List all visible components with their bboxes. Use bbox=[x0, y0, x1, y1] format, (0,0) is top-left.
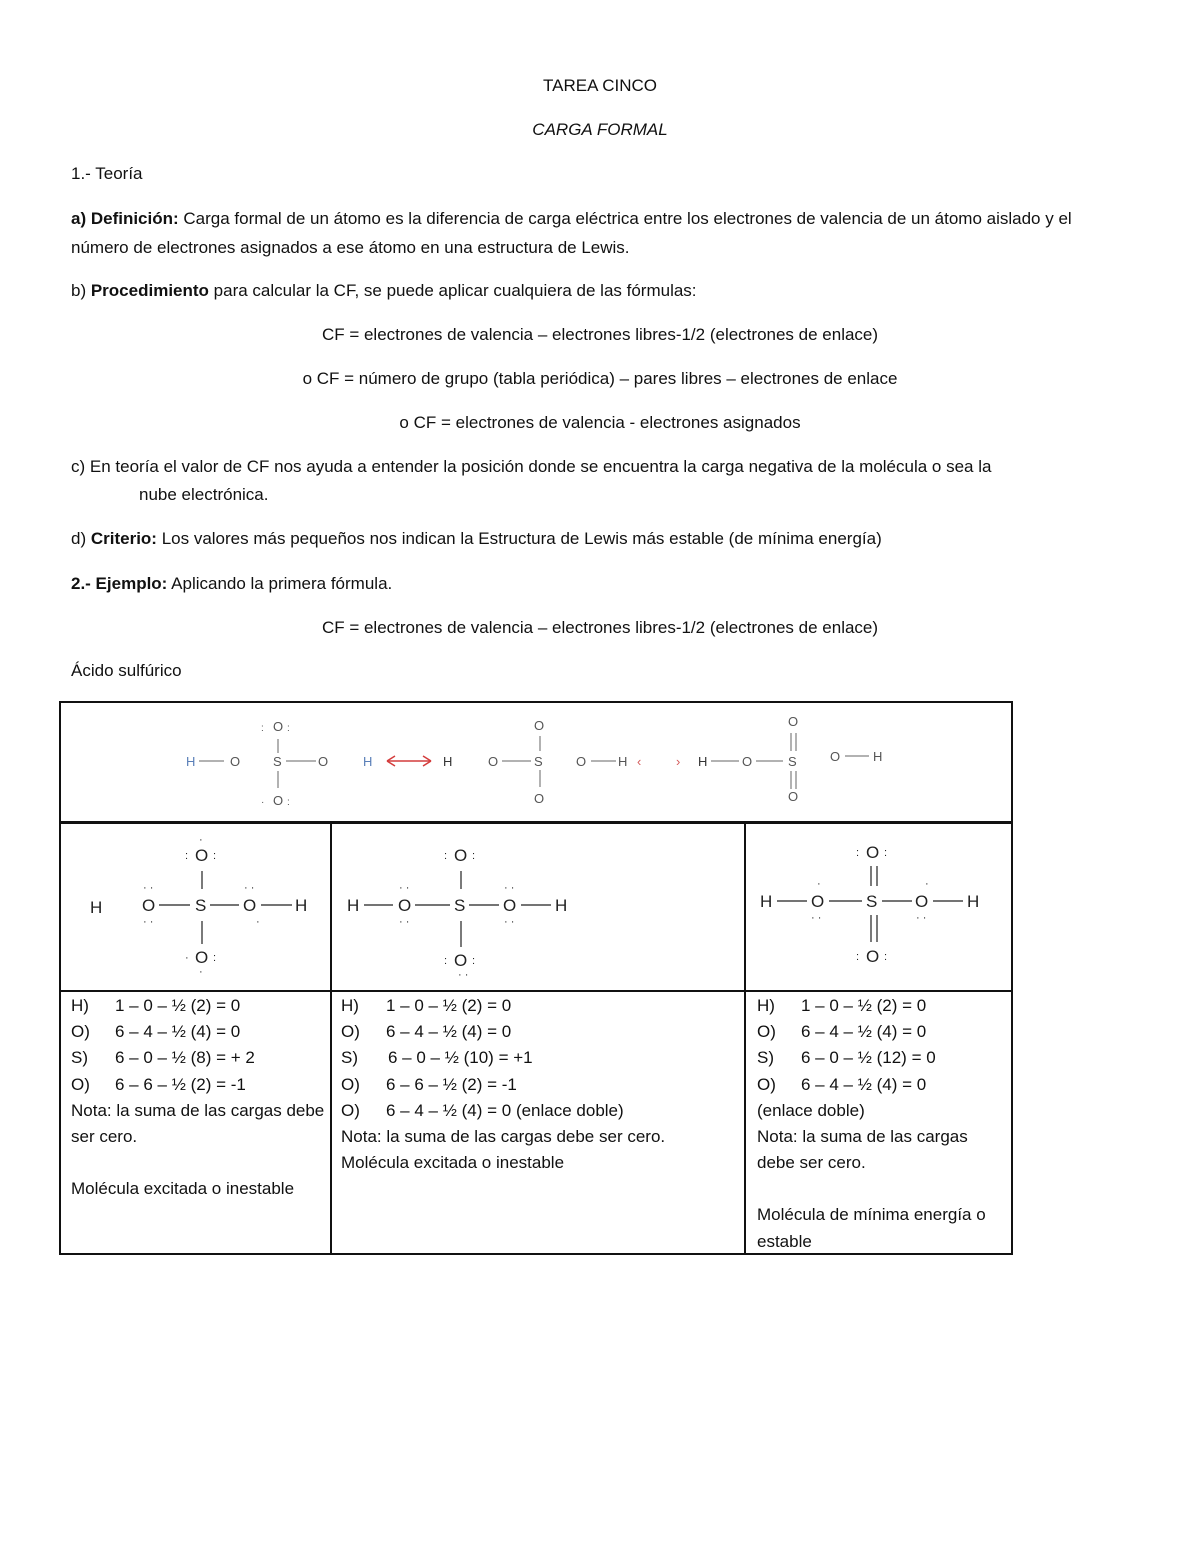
criterion-text: Los valores más pequeños nos indican la Estructura de Lewis más estable (de mínima energía) bbox=[156, 529, 882, 548]
procedure-prefix: b) bbox=[71, 281, 91, 300]
section1-heading: 1.- Teoría bbox=[71, 164, 143, 183]
compound-name: Ácido sulfúrico bbox=[71, 661, 182, 680]
svg-text:·: · bbox=[199, 966, 203, 978]
column-2-calculations bbox=[341, 993, 739, 1176]
atom-O: O bbox=[243, 896, 257, 915]
atom-S: S bbox=[454, 896, 466, 915]
atom-O: O bbox=[488, 754, 499, 769]
lewis-structure-1 bbox=[62, 825, 328, 988]
svg-text:·: · bbox=[261, 797, 265, 808]
page-subtitle: CARGA FORMAL bbox=[532, 120, 668, 139]
svg-text::: : bbox=[287, 797, 290, 808]
column-divider-2 bbox=[744, 822, 746, 1255]
svg-text::: : bbox=[213, 952, 217, 964]
calc-row: H) 1 – 0 – ½ (2) = 0 bbox=[341, 996, 512, 1015]
page-title: TAREA CINCO bbox=[543, 76, 657, 95]
formula-2: o CF = número de grupo (tabla periódica) – pares libres – electrones de enlace bbox=[302, 369, 898, 388]
conclusion: Molécula excitada o inestable bbox=[341, 1153, 565, 1173]
procedure-paragraph bbox=[71, 281, 697, 301]
svg-text::: : bbox=[444, 850, 448, 862]
formula-1: CF = electrones de valencia – electrones libres-1/2 (electrones de enlace) bbox=[321, 325, 879, 344]
resonance-structures-diagram bbox=[61, 703, 1011, 821]
svg-text:· ·: · · bbox=[504, 882, 515, 894]
atom-O: O bbox=[273, 719, 284, 734]
svg-text:· ·: · · bbox=[458, 969, 469, 981]
atom-O: O bbox=[454, 846, 468, 865]
lewis-structure-2 bbox=[333, 825, 743, 988]
atom-S: S bbox=[195, 896, 207, 915]
atom-O: O bbox=[576, 754, 587, 769]
atom-O: O bbox=[142, 896, 156, 915]
svg-text:· ·: · · bbox=[244, 882, 255, 894]
column-1-calculations bbox=[71, 993, 326, 1202]
svg-text:·: · bbox=[817, 878, 821, 890]
atom-O: O bbox=[318, 754, 329, 769]
atom-H: H bbox=[443, 754, 453, 769]
conclusion: Molécula excitada o inestable bbox=[71, 1179, 295, 1199]
conclusion: Molécula de mínima energía o estable bbox=[757, 1205, 986, 1251]
svg-text::: : bbox=[185, 850, 189, 862]
svg-text:· ·: · · bbox=[916, 912, 927, 924]
svg-text:· ·: · · bbox=[143, 882, 154, 894]
svg-text:·: · bbox=[199, 834, 203, 846]
atom-H: H bbox=[295, 896, 308, 915]
definition-paragraph bbox=[71, 204, 1131, 262]
atom-O: O bbox=[503, 896, 517, 915]
atom-H: H bbox=[873, 749, 883, 764]
atom-O: O bbox=[534, 718, 545, 733]
column-divider-1 bbox=[330, 822, 332, 1255]
criterion-label: Criterio: bbox=[90, 529, 157, 548]
atom-H: H bbox=[698, 754, 708, 769]
svg-text:· ·: · · bbox=[399, 916, 410, 928]
atom-O: O bbox=[195, 948, 209, 967]
atom-O: O bbox=[398, 896, 412, 915]
atom-O: O bbox=[273, 793, 284, 808]
svg-text:· ·: · · bbox=[399, 882, 410, 894]
formula-3: o CF = electrones de valencia - electrones asignados bbox=[399, 413, 801, 432]
example-text: Aplicando la primera fórmula. bbox=[167, 574, 393, 593]
atom-S: S bbox=[273, 754, 282, 769]
atom-S: S bbox=[866, 892, 878, 911]
atom-O: O bbox=[454, 951, 468, 970]
svg-text:·: · bbox=[925, 878, 929, 890]
atom-H: H bbox=[186, 754, 196, 769]
note: Nota: la suma de las cargas debe ser cero. bbox=[71, 1100, 325, 1147]
atom-H: H bbox=[363, 754, 373, 769]
svg-text:· ·: · · bbox=[143, 916, 154, 928]
example-paragraph bbox=[71, 574, 392, 594]
example-formula: CF = electrones de valencia – electrones libres-1/2 (electrones de enlace) bbox=[321, 618, 879, 637]
calc-row: O) 6 – 6 – ½ (2) = -1 bbox=[71, 1074, 246, 1094]
calc-row: O) 6 – 4 – ½ (4) = 0 (enlace doble) bbox=[341, 1100, 624, 1120]
svg-text:·: · bbox=[256, 916, 260, 928]
atom-H: H bbox=[618, 754, 628, 769]
atom-H: H bbox=[760, 892, 773, 911]
svg-text::: : bbox=[472, 955, 476, 967]
definition-text: Carga formal de un átomo es la diferencia de carga eléctrica entre los electrones de valencia de un átomo aislado y el número de electrones asignados a ese átomo en una estructura de Lewis. bbox=[71, 209, 1072, 257]
theory-c-line1: c) En teoría el valor de CF nos ayuda a entender la posición donde se encuentra la carga negativa de la molécula o sea la bbox=[71, 457, 992, 476]
atom-O: O bbox=[534, 791, 545, 806]
atom-O: O bbox=[195, 846, 209, 865]
calc-row: O) 6 – 4 – ½ (4) = 0 bbox=[341, 1022, 512, 1042]
svg-text::: : bbox=[444, 955, 448, 967]
svg-text::: : bbox=[856, 951, 860, 963]
example-label: 2.- Ejemplo: bbox=[71, 574, 168, 593]
atom-H: H bbox=[347, 896, 360, 915]
svg-text::: : bbox=[884, 951, 888, 963]
svg-text:· ·: · · bbox=[504, 916, 515, 928]
note: Nota: la suma de las cargas debe ser cero. bbox=[757, 1127, 968, 1173]
svg-text:· ·: · · bbox=[811, 912, 822, 924]
atom-O: O bbox=[742, 754, 753, 769]
note: Nota: la suma de las cargas debe ser cero. bbox=[341, 1127, 666, 1147]
atom-O: O bbox=[788, 789, 799, 804]
calc-row: H) 1 – 0 – ½ (2) = 0 bbox=[757, 996, 927, 1015]
atom-O: O bbox=[788, 714, 799, 729]
svg-text::: : bbox=[261, 723, 264, 734]
svg-text:‹: ‹ bbox=[637, 754, 642, 769]
criterion-paragraph bbox=[71, 529, 882, 549]
column-3-calculations bbox=[757, 993, 1007, 1255]
svg-text::: : bbox=[287, 723, 290, 734]
svg-text::: : bbox=[213, 850, 217, 862]
calc-row: O) 6 – 6 – ½ (2) = -1 bbox=[341, 1074, 517, 1094]
svg-text:›: › bbox=[676, 754, 681, 769]
atom-S: S bbox=[534, 754, 543, 769]
calc-row: O) 6 – 4 – ½ (4) = 0 bbox=[757, 1074, 927, 1094]
calc-row: S) 6 – 0 – ½ (10) = +1 bbox=[341, 1048, 533, 1068]
atom-H: H bbox=[555, 896, 568, 915]
svg-text:·: · bbox=[185, 952, 189, 964]
lewis-structure-3 bbox=[747, 825, 1011, 988]
atom-O: O bbox=[830, 749, 841, 764]
atom-O: O bbox=[230, 754, 241, 769]
procedure-label: Procedimiento bbox=[90, 281, 209, 300]
theory-c-line2: nube electrónica. bbox=[139, 485, 269, 504]
atom-O: O bbox=[915, 892, 929, 911]
svg-text::: : bbox=[472, 850, 476, 862]
definition-label: a) Definición: bbox=[71, 209, 179, 228]
atom-O: O bbox=[866, 843, 880, 862]
calc-row: S) 6 – 0 – ½ (12) = 0 bbox=[757, 1048, 936, 1068]
svg-text::: : bbox=[884, 847, 888, 859]
row-divider bbox=[59, 990, 1013, 992]
calc-row: H) 1 – 0 – ½ (2) = 0 bbox=[71, 996, 241, 1015]
svg-text::: : bbox=[856, 847, 860, 859]
atom-H: H bbox=[90, 898, 103, 917]
atom-O: O bbox=[811, 892, 825, 911]
atom-O: O bbox=[866, 947, 880, 966]
calc-row: O) 6 – 4 – ½ (4) = 0 bbox=[757, 1022, 927, 1042]
calc-row: O) 6 – 4 – ½ (4) = 0 bbox=[71, 1022, 241, 1042]
note-extra: (enlace doble) bbox=[757, 1100, 865, 1120]
procedure-text: para calcular la CF, se puede aplicar cualquiera de las fórmulas: bbox=[208, 281, 697, 300]
calc-row: S) 6 – 0 – ½ (8) = + 2 bbox=[71, 1048, 255, 1068]
atom-S: S bbox=[788, 754, 797, 769]
criterion-prefix: d) bbox=[71, 529, 91, 548]
atom-H: H bbox=[967, 892, 980, 911]
